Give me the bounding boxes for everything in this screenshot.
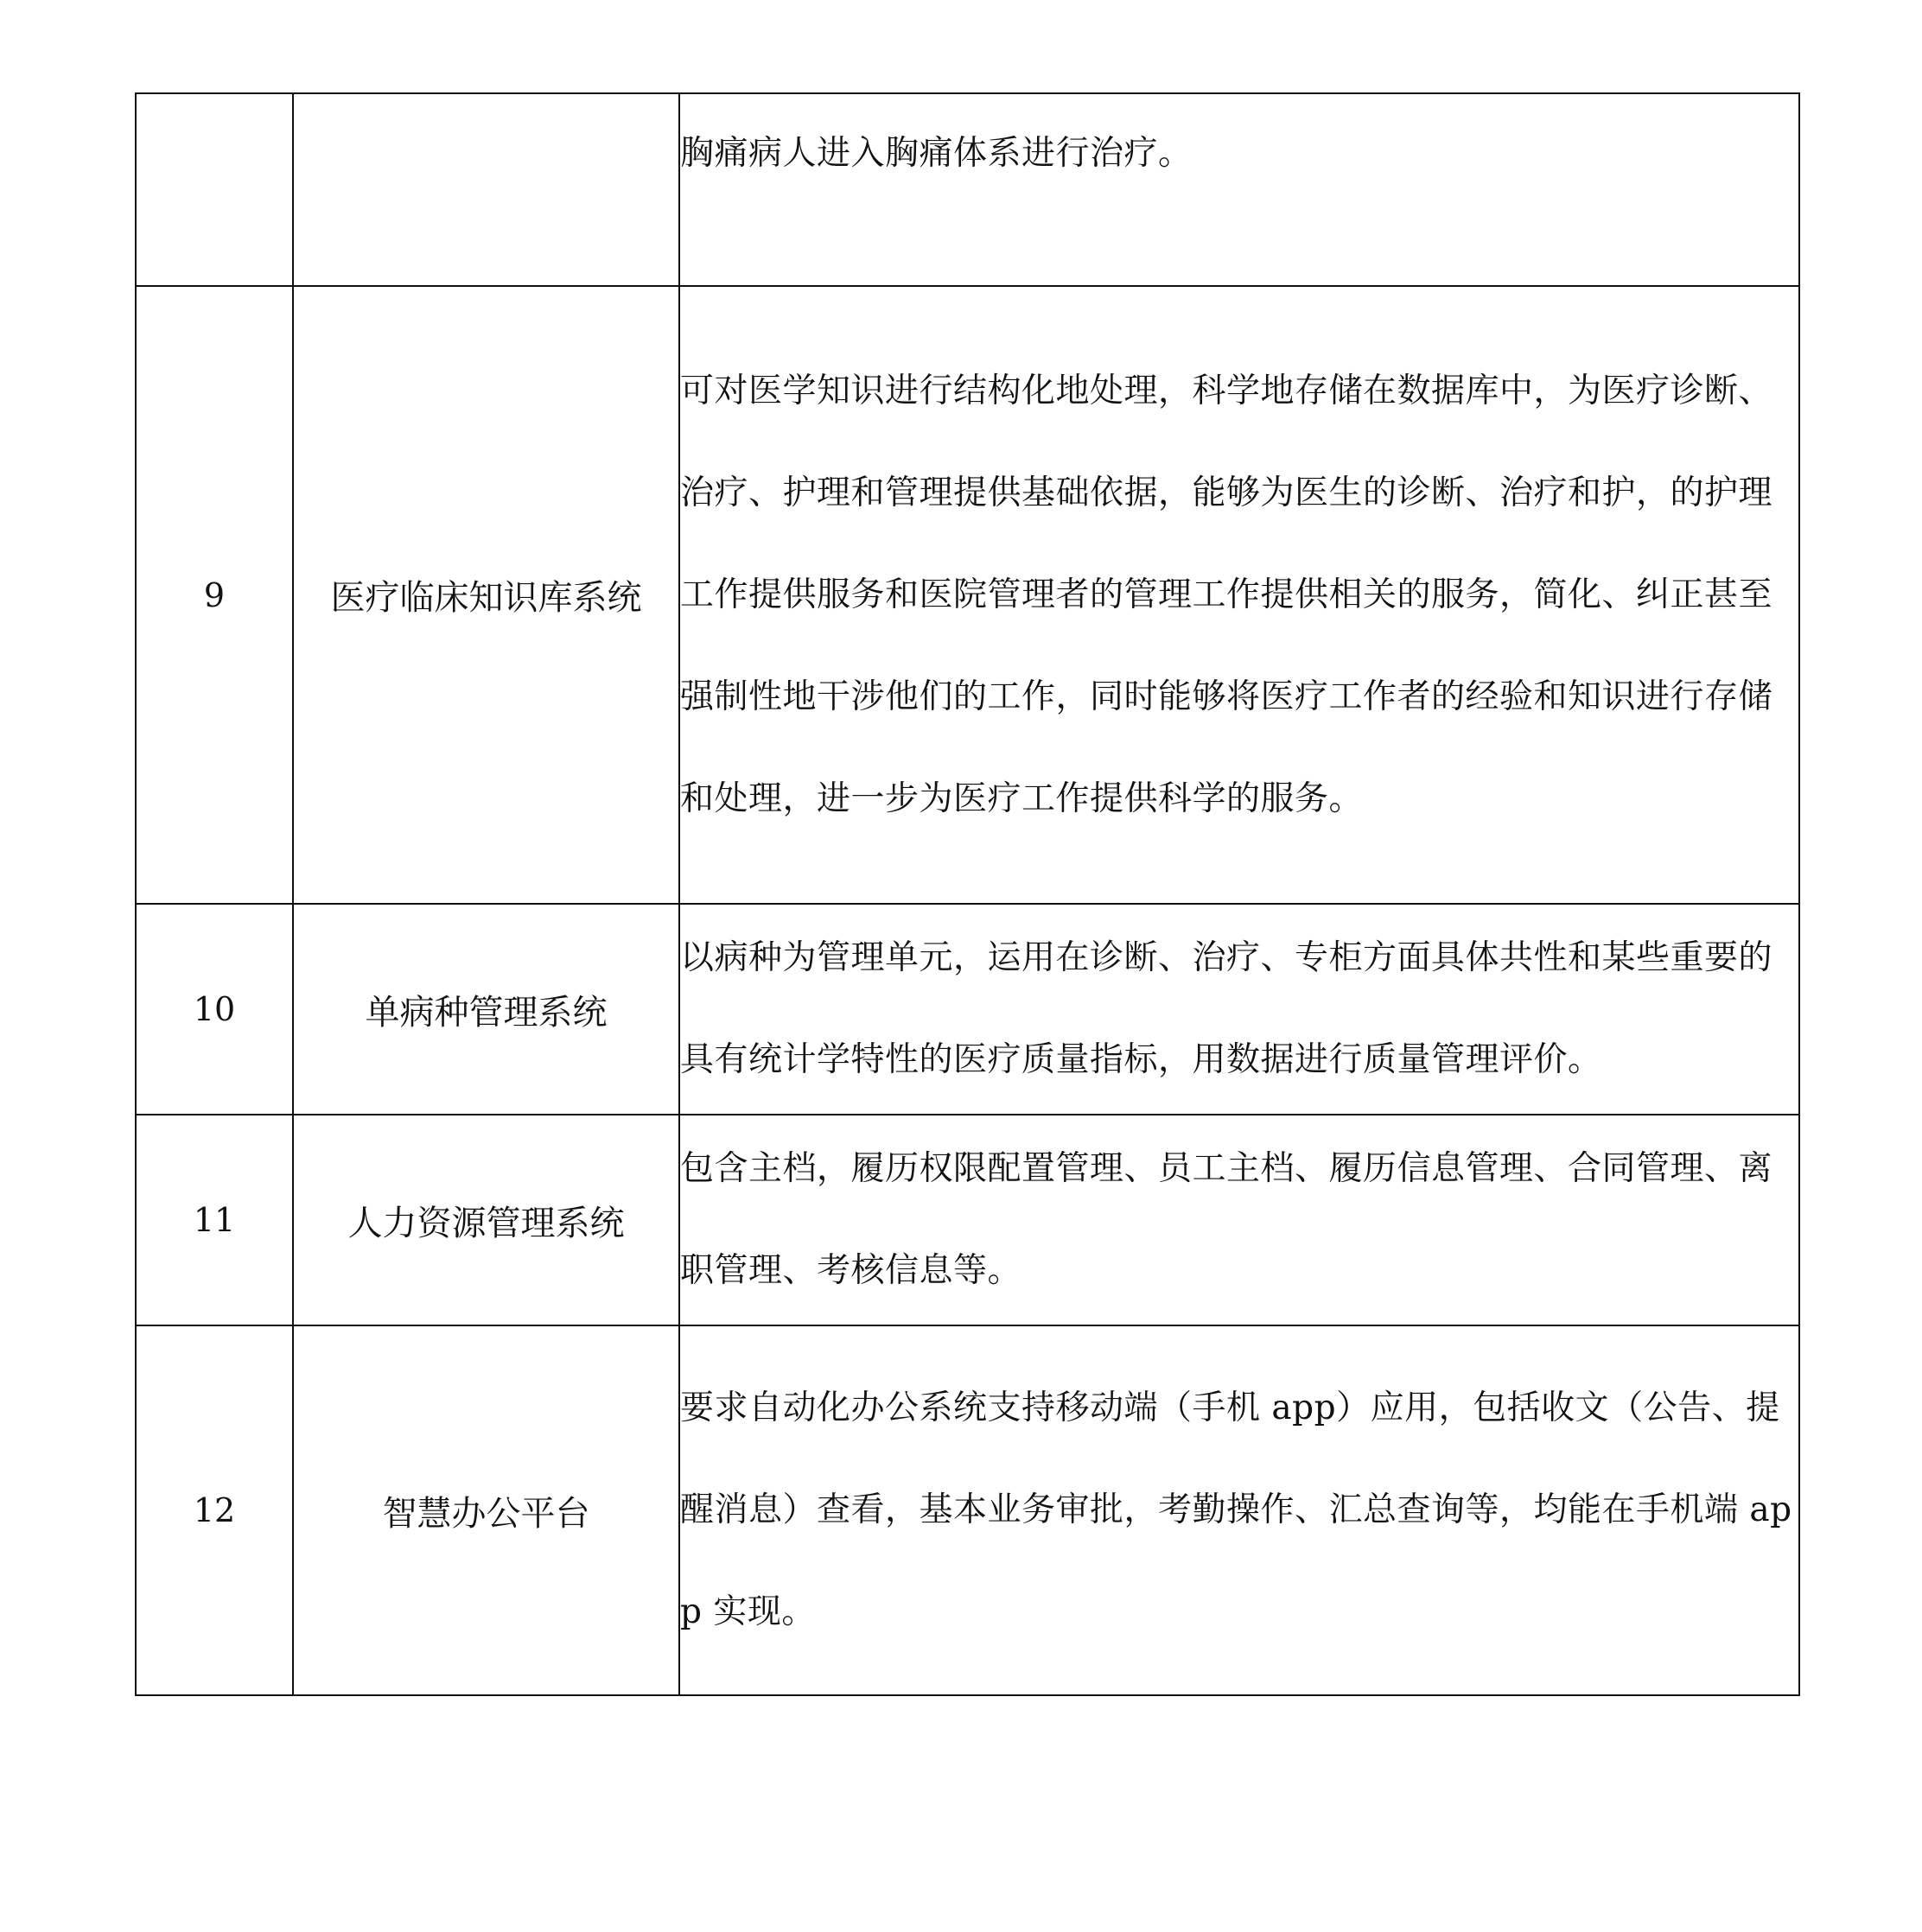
system-name: 单病种管理系统: [293, 904, 679, 1115]
system-description-cell: [679, 1115, 1799, 1325]
table-row: [136, 1115, 1799, 1325]
system-description: 以病种为管理单元，运用在诊断、治疗、专柜方面具体共性和某些重要的具有统计学特性的医疗质量指标，用数据进行质量管理评价。: [680, 938, 1773, 1079]
table-row: [136, 286, 1799, 904]
system-description: 要求自动化办公系统支持移动端（手机 app）应用，包括收文（公告、提醒消息）查看，基本业务审批，考勤操作、汇总查询等，均能在手机端 app 实现。: [680, 1389, 1792, 1631]
row-number: 12: [136, 1325, 293, 1695]
system-description-cell: [679, 286, 1799, 904]
system-name: [293, 93, 679, 286]
row-number: 9: [136, 286, 293, 904]
system-description: 可对医学知识进行结构化地处理，科学地存储在数据库中，为医疗诊断、治疗、护理和管理提供基础依据，能够为医生的诊断、治疗和护，的护理工作提供服务和医院管理者的管理工作提供相关的服务，简化、纠正甚至强制性地干涉他们的工作，同时能够将医疗工作者的经验和知识进行存储和处理，进一步为医疗工作提供科学的服务。: [680, 371, 1773, 818]
system-name: 人力资源管理系统: [293, 1115, 679, 1325]
system-description: 包含主档，履历权限配置管理、员工主档、履历信息管理、合同管理、离职管理、考核信息等。: [680, 1149, 1773, 1290]
system-spec-table: [135, 92, 1800, 1696]
system-description-cell: [679, 1325, 1799, 1695]
system-name: 医疗临床知识库系统: [293, 286, 679, 904]
row-number: 10: [136, 904, 293, 1115]
table-row: [136, 904, 1799, 1115]
system-description-cell: [679, 93, 1799, 286]
row-number: [136, 93, 293, 286]
system-name: 智慧办公平台: [293, 1325, 679, 1695]
system-description-cell: [679, 904, 1799, 1115]
system-description: 胸痛病人进入胸痛体系进行治疗。: [680, 134, 1193, 173]
table-row: [136, 93, 1799, 286]
row-number: 11: [136, 1115, 293, 1325]
table-row: [136, 1325, 1799, 1695]
